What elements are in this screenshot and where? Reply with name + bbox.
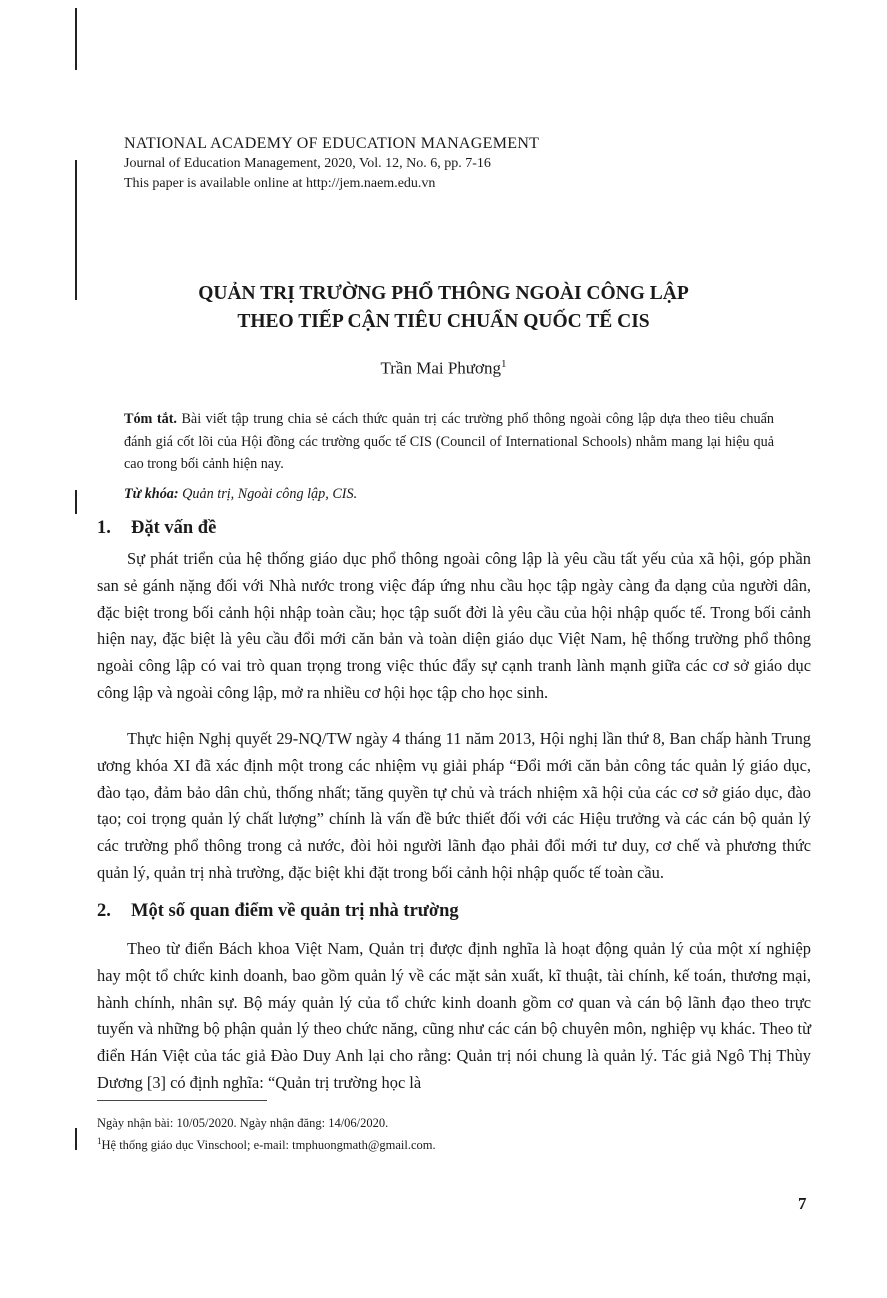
paper-title — [0, 280, 887, 336]
keywords — [124, 486, 774, 503]
footnote-divider — [97, 1100, 267, 1101]
page-number: 7 — [798, 1194, 807, 1213]
author-name: Trần Mai Phương — [380, 358, 502, 378]
margin-line — [75, 1128, 77, 1150]
journal-header — [124, 134, 824, 194]
abstract-label: Tóm tắt. — [124, 411, 177, 427]
author-footnote-marker: 1 — [501, 358, 507, 370]
section-number: 2. — [97, 901, 111, 921]
footnotes — [97, 1114, 797, 1154]
margin-line — [75, 160, 77, 300]
margin-line — [75, 8, 77, 70]
keywords-label: Từ khóa: — [124, 486, 179, 502]
institution-name: NATIONAL ACADEMY OF EDUCATION MANAGEMENT — [124, 135, 540, 152]
journal-citation: Journal of Education Management, 2020, Vol. 12, No. 6, pp. 7-16 — [124, 156, 491, 171]
body-paragraph: Thực hiện Nghị quyết 29-NQ/TW ngày 4 tháng 11 năm 2013, Hội nghị lần thứ 8, Ban chấp hành Trung ương khóa XI đã xác định một trong các nhiệm vụ giải pháp “Đổi mới căn bản công tác quản lý giáo dục, đào tạo, đảm bảo dân chủ, thống nhất; tăng quyền tự chủ và trách nhiệm xã hội của các cơ sở giáo dục, đào tạo; coi trọng quản lý chất lượng” chính là vấn đề bức thiết đối với các Hiệu trưởng và các cán bộ quản lý các trường phổ thông trong cả nước, đòi hỏi người lãnh đạo phải đổi mới tư duy, cơ chế và phương thức quản lý, quản trị nhà trường, đặc biệt khi đặt trong bối cảnh hội nhập quốc tế toàn cầu. — [97, 729, 811, 882]
abstract-text: Bài viết tập trung chia sẻ cách thức quản trị các trường phổ thông ngoài công lập dựa theo tiêu chuẩn đánh giá cốt lõi của Hội đồng các trường quốc tế CIS (Council of International Schools) nhằm mang lại hiệu quả cao trong bối cảnh hiện nay. — [124, 411, 774, 472]
title-line-2: THEO TIẾP CẬN TIÊU CHUẨN QUỐC TẾ CIS — [237, 311, 650, 332]
section-heading-2 — [97, 901, 459, 922]
section-heading-1 — [97, 518, 216, 539]
availability-note: This paper is available online at http://jem.naem.edu.vn — [124, 176, 436, 191]
affiliation-text: Hệ thống giáo dục Vinschool; e-mail: tmphuongmath@gmail.com. — [101, 1138, 436, 1153]
margin-line — [75, 490, 77, 514]
body-paragraph: Theo từ điển Bách khoa Việt Nam, Quản trị được định nghĩa là hoạt động quản lý của một xí nghiệp hay một tổ chức kinh doanh, bao gồm quản lý về các mặt sản xuất, kĩ thuật, tài chính, kế toán, thương mại, hành chính, nhân sự. Bộ máy quản lý của tổ chức kinh doanh gồm cơ quan và cán bộ lãnh đạo theo trực tuyến và những bộ phận quản lý theo chức năng, cũng như các cán bộ chuyên môn, nghiệp vụ khác. Theo từ điển Hán Việt của tác giả Đào Duy Anh lại cho rằng: Quản trị nói chung là quản lý. Tác giả Ngô Thị Thùy Dương [3] có định nghĩa: “Quản trị trường học là — [97, 939, 811, 1092]
author — [0, 358, 887, 379]
affiliation-note — [97, 1132, 797, 1154]
body-paragraph: Sự phát triển của hệ thống giáo dục phổ thông ngoài công lập là yêu cầu tất yếu của xã hội, góp phần san sẻ gánh nặng đối với Nhà nước trong việc đáp ứng nhu cầu học tập ngày càng đa dạng của người dân, đặc biệt trong bối cảnh hội nhập toàn cầu; học tập suốt đời là yêu cầu của hội nhập quốc tế. Trong bối cảnh hiện nay, đặc biệt là yêu cầu đổi mới căn bản và toàn diện giáo dục Việt Nam, hệ thống trường phổ thông ngoài công lập có vai trò quan trọng trong việc thúc đẩy sự cạnh tranh lành mạnh giữa các cơ sở giáo dục công lập và ngoài công lập, mở ra nhiều cơ hội học tập cho học sinh. — [97, 549, 811, 702]
title-line-1: QUẢN TRỊ TRƯỜNG PHỔ THÔNG NGOÀI CÔNG LẬP — [198, 283, 689, 304]
affiliation-marker: 1 — [97, 1136, 102, 1146]
section-title: Một số quan điểm về quản trị nhà trường — [131, 901, 459, 921]
abstract — [124, 408, 774, 476]
section-title: Đặt vấn đề — [131, 518, 217, 538]
keywords-text: Quản trị, Ngoài công lập, CIS. — [178, 486, 358, 502]
section-number: 1. — [97, 518, 111, 538]
received-dates: Ngày nhận bài: 10/05/2020. Ngày nhận đăng: 14/06/2020. — [97, 1116, 389, 1130]
